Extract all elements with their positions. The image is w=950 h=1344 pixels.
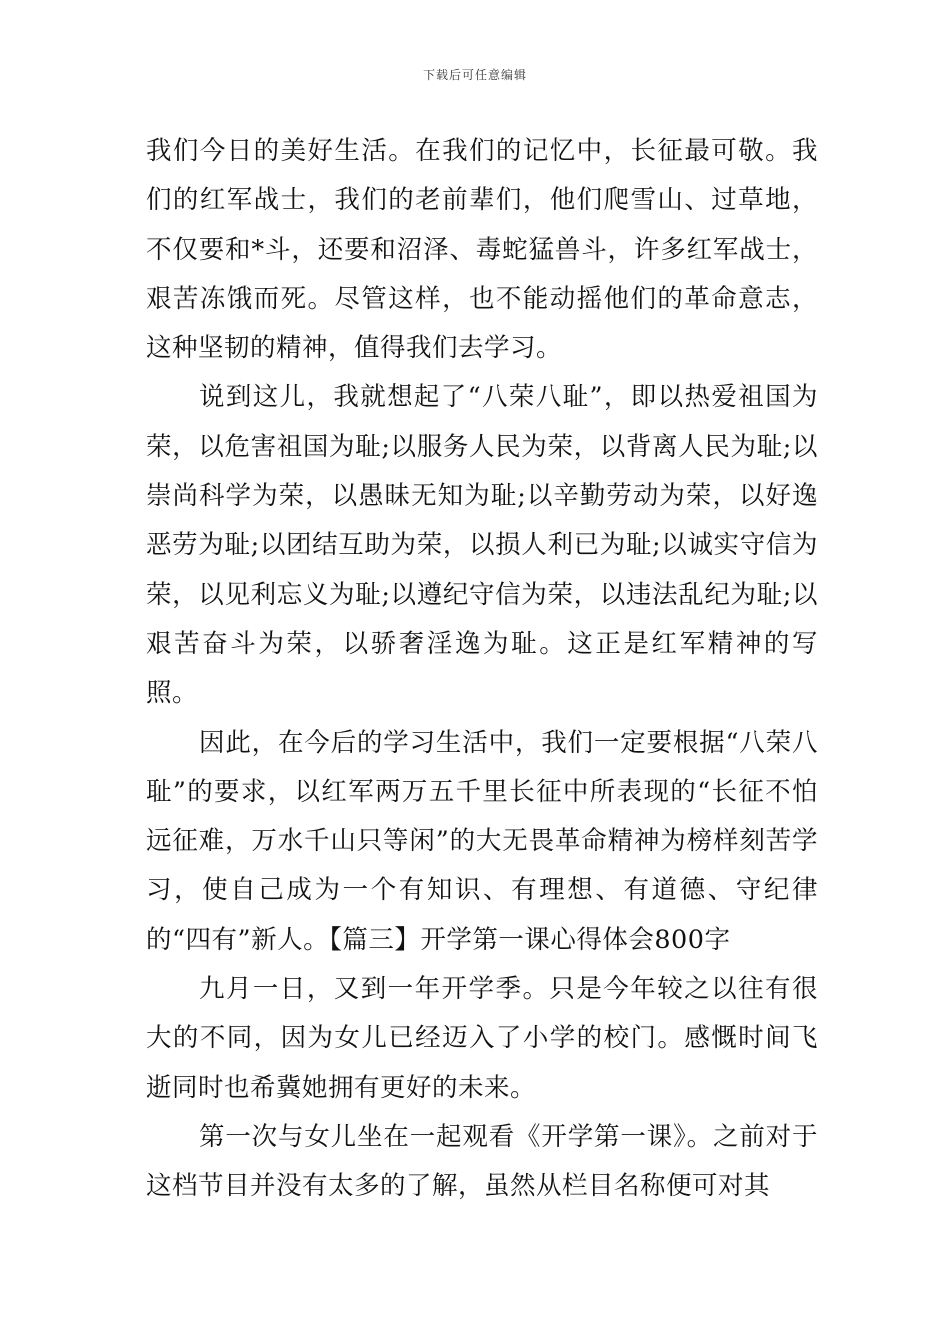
paragraph: 我们今日的美好生活。在我们的记忆中，长征最可敬。我们的红军战士，我们的老前辈们，他们爬雪山、过草地，不仅要和*斗，还要和沼泽、毒蛇猛兽斗，许多红军战士，艰苦冻饿而死。尽管这样，也不能动摇他们的革命意志，这种坚韧的精神，值得我们去学习。 (146, 136, 818, 364)
paragraph: 说到这儿，我就想起了“八荣八耻”，即以热爱祖国为荣，以危害祖国为耻;以服务人民为荣，以背离人民为耻;以崇尚科学为荣，以愚昧无知为耻;以辛勤劳动为荣，以好逸恶劳为耻;以团结互助为荣，以损人利已为耻;以诚实守信为荣，以见利忘义为耻;以遵纪守信为荣，以违法乱纪为耻;以艰苦奋斗为荣，以骄奢淫逸为耻。这正是红军精神的写照。 (146, 382, 818, 709)
page-header: 下载后可任意编辑 (422, 68, 527, 82)
paragraph: 九月一日，又到一年开学季。只是今年较之以往有很大的不同，因为女儿已经迈入了小学的校门。感慨时间飞逝同时也希冀她拥有更好的未来。 (146, 974, 818, 1103)
document-body (146, 127, 818, 1212)
paragraph: 因此，在今后的学习生活中，我们一定要根据“八荣八耻”的要求，以红军两万五千里长征中所表现的“长征不怕远征难，万水千山只等闲”的大无畏革命精神为榜样刻苦学习，使自己成为一个有知识、有理想、有道德、守纪律的“四有”新人。【篇三】开学第一课心得体会800字 (146, 727, 818, 955)
paragraph: 第一次与女儿坐在一起观看《开学第一课》。之前对于这档节目并没有太多的了解，虽然从栏目名称便可对其 (146, 1121, 818, 1202)
